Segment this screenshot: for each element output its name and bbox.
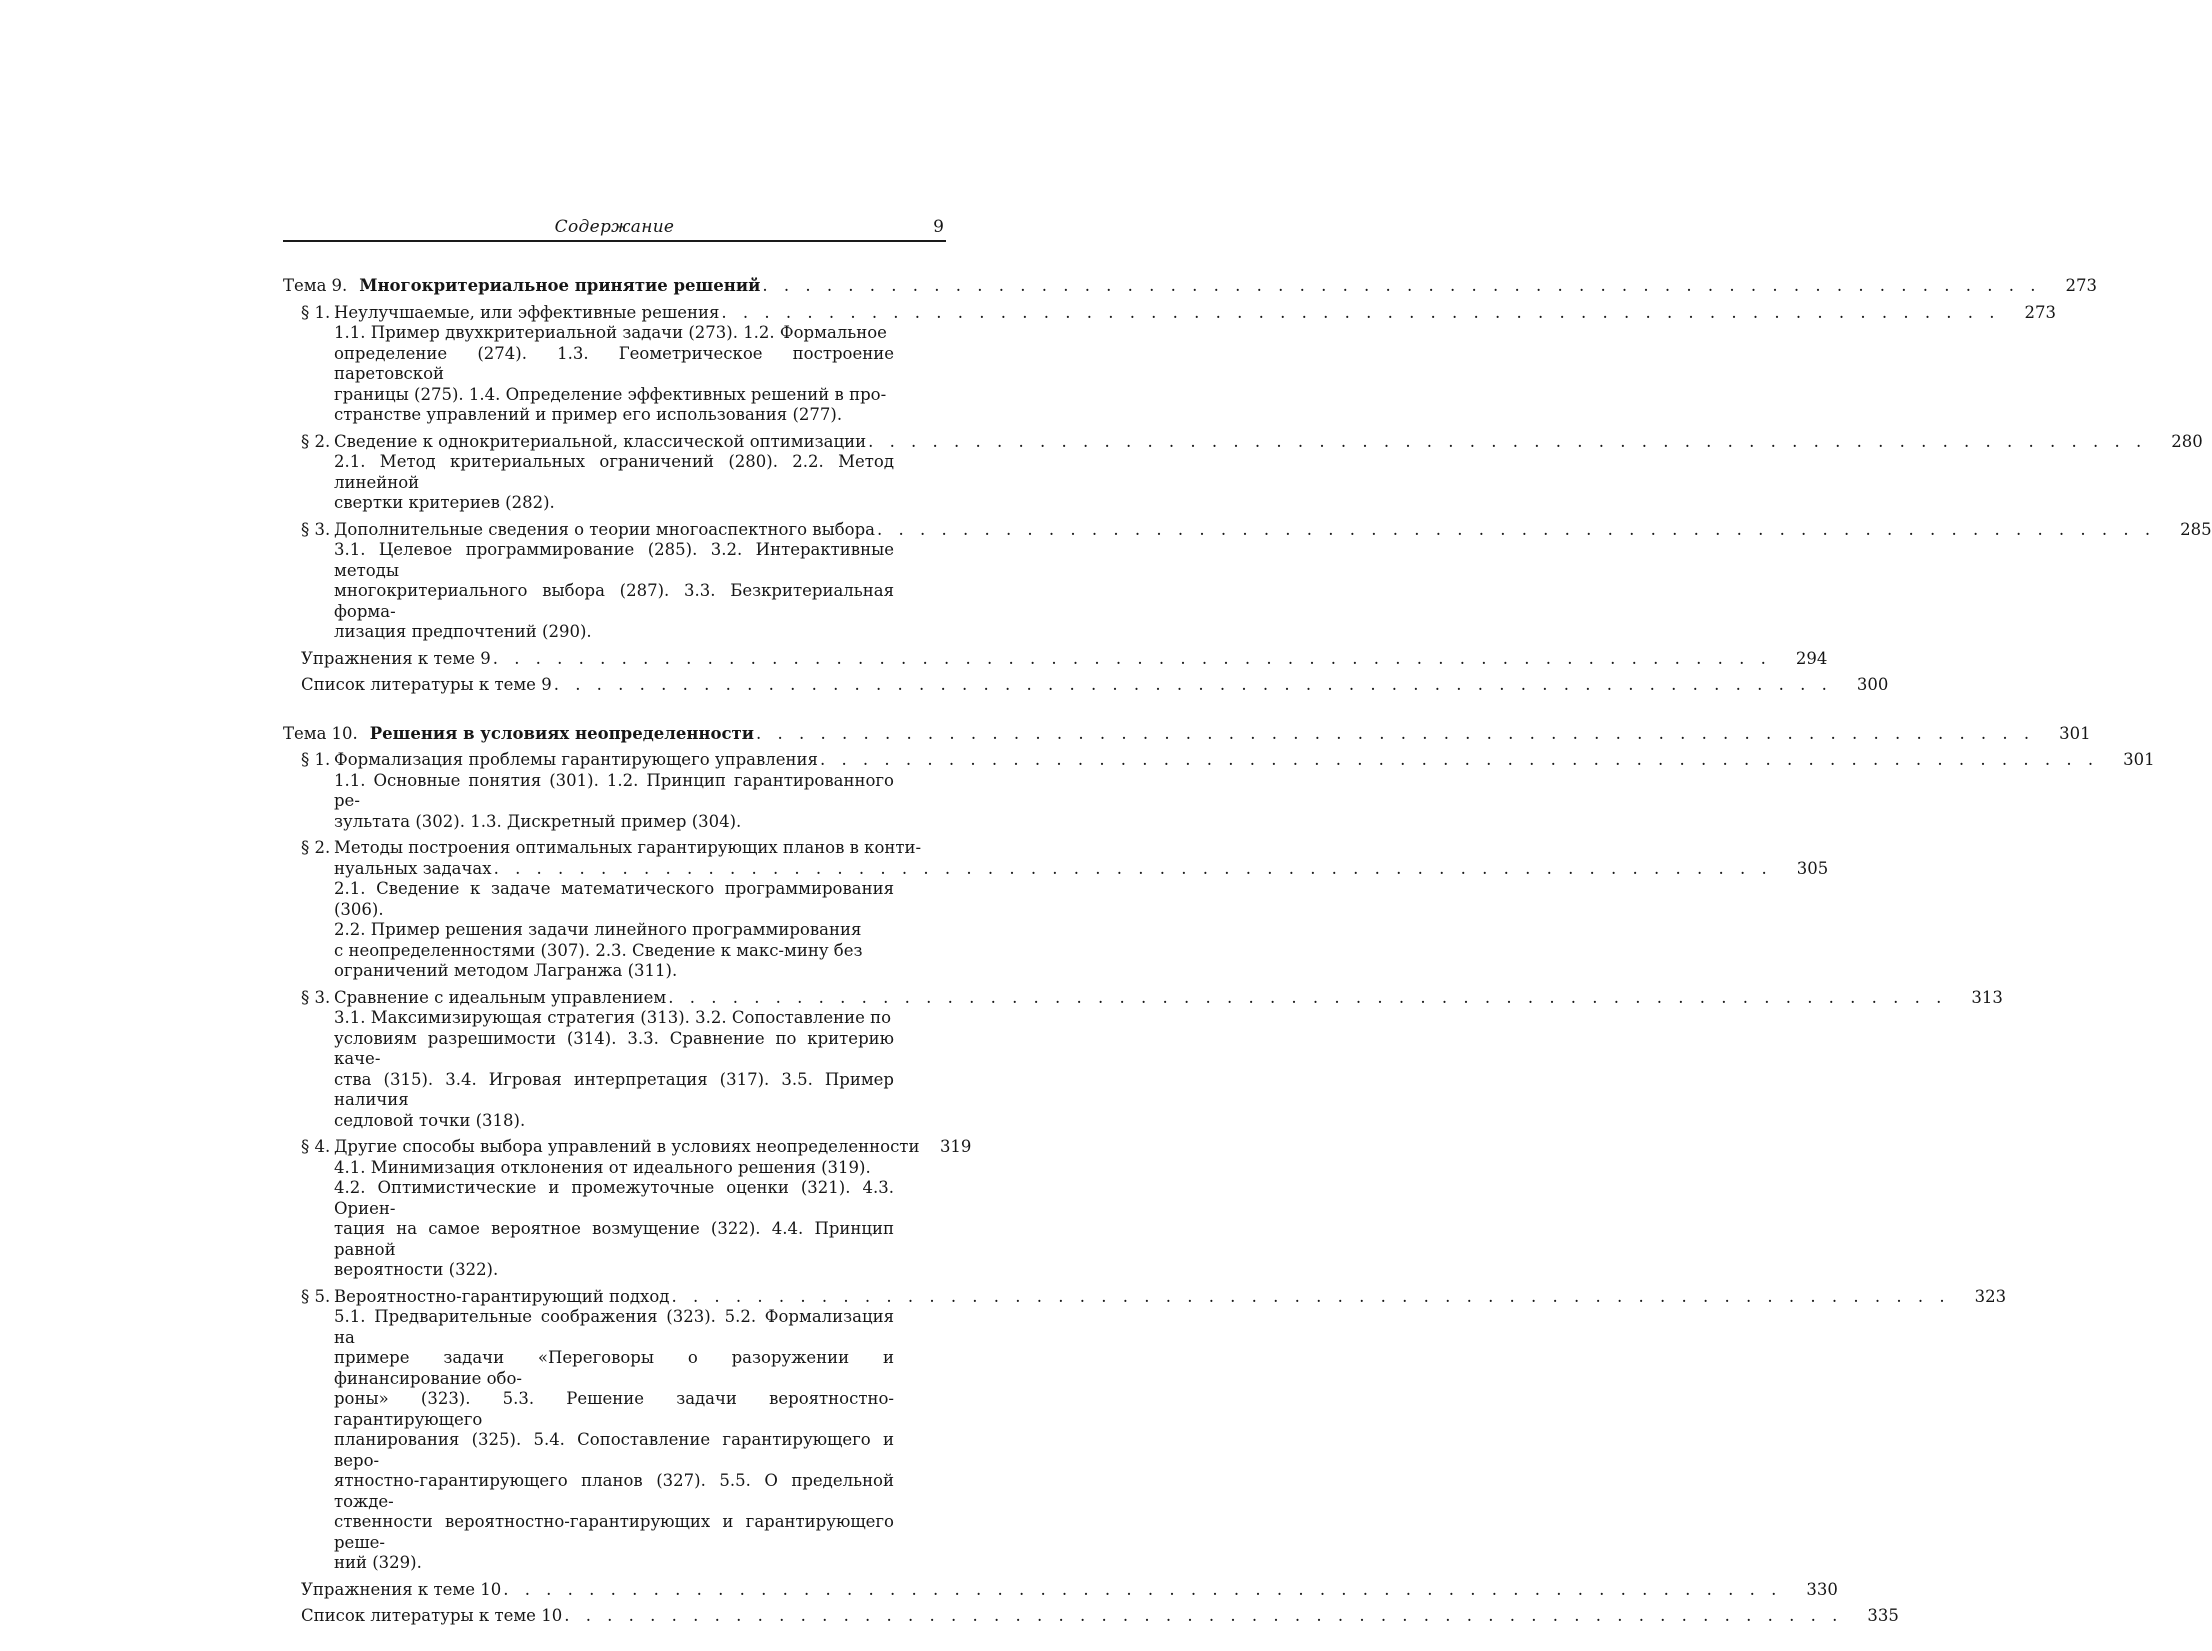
toc-literature[interactable]: Список литературы к теме 10 . . . . . . . . . . . . . . . . . . . . . . . . . . . . . . . . . . . . . . . . . . . . . . . . . . . . . . . . . . . . 335 <box>301 1606 1899 1625</box>
toc-section[interactable]: § 4. Другие способы выбора управлений в условиях неопределенности 319 4.1. Минимизация отклонения от идеального решения (319). 4.2. Оптимистические и промежуточные оценки (321). 4.3. Ориен- тация на самое вероятное возмущение (322). 4.4. Принцип равной вероятности (322). <box>301 1137 972 1279</box>
toc-section[interactable]: § 5. Вероятностно-гарантирующий подход . . . . . . . . . . . . . . . . . . . . . . . . . . . . . . . . . . . . . . . . . . . . . . . . . . . . . . . . . . . . 323 5.1. Предварительные соображения (323). 5.2. Формализация на примере задачи «Переговоры о разоружении и финансирование обо- роны» (323). 5.3. Решение задачи вероятностно-гарантирующего планирования (325). 5.4. Сопоставление гарантирующего и веро- ятностно-гарантирующего планов (327). 5.5. О предельной тожде- ственности вероятностно-гарантирующих и гарантирующего реше- ний (329). <box>301 1286 2007 1572</box>
toc-subsections: 5.1. Предварительные соображения (323). 5.2. Формализация на примере задачи «Переговоры о разоружении и финансирование обо- роны» (323). 5.3. Решение задачи вероятностно-гарантирующего планирования (325). 5.4. Сопоставление гарантирующего и веро- ятностно-гарантирующего планов (327). 5.5. О предельной тожде- ственности вероятностно-гарантирующих и гарантирующего реше- ний (329). <box>334 1307 894 1572</box>
page-number: 9 <box>933 217 944 237</box>
toc-subsections: 4.1. Минимизация отклонения от идеального решения (319). 4.2. Оптимистические и промежуточные оценки (321). 4.3. Ориен- тация на самое вероятное возмущение (322). 4.4. Принцип равной вероятности (322). <box>334 1157 894 1279</box>
toc-section[interactable]: § 3. Сравнение с идеальным управлением . . . . . . . . . . . . . . . . . . . . . . . . . . . . . . . . . . . . . . . . . . . . . . . . . . . . . . . . . . . . 313 3.1. Максимизирующая стратегия (313). 3.2. Сопоставление по условиям разрешимости (314). 3.3. Сравнение по критерию каче- ства (315). 3.4. Игровая интерпретация (317). 3.5. Пример наличия седловой точки (318). <box>301 987 2003 1130</box>
toc-section[interactable]: § 2. Сведение к однокритериальной, классической оптимизации . . . . . . . . . . . . . . . . . . . . . . . . . . . . . . . . . . . . . . . . . . . . . . . . . . . . . . . . . . . . 280 2.1. Метод критериальных ограничений (280). 2.2. Метод линейной свертки критериев (282). <box>301 431 2203 512</box>
toc-section[interactable]: § 2. Методы построения оптимальных гарантирующих планов в конти- нуальных задачах . . . . . . . . . . . . . . . . . . . . . . . . . . . . . . . . . . . . . . . . . . . . . . . . . . . . . . . . . . . . 305 2.1. Сведение к задаче математического программирования (306). 2.2. Пример решения задачи линейного программирования с неопределенностями (307). 2.3. Сведение к макс-мину без ограничений методом Лагранжа (311). <box>301 838 1829 980</box>
table-of-contents <box>283 276 2212 1627</box>
toc-page: 273 <box>2065 276 2097 295</box>
header-title: Содержание <box>554 217 675 237</box>
toc-subsections: 1.1. Пример двухкритериальной задачи (273). 1.2. Формальное определение (274). 1.3. Геометрическое построение паретовской границы (275). 1.4. Определение эффективных решений в про- странстве управлений и пример его использования (277). <box>334 323 894 424</box>
toc-section[interactable]: § 1. Неулучшаемые, или эффективные решения . . . . . . . . . . . . . . . . . . . . . . . . . . . . . . . . . . . . . . . . . . . . . . . . . . . . . . . . . . . . 273 1.1. Пример двухкритериальной задачи (273). 1.2. Формальное определение (274). 1.3. Геометрическое построение паретовской границы (275). 1.4. Определение эффективных решений в про- странстве управлений и пример его использования (277). <box>301 302 2057 424</box>
toc-exercises[interactable]: Упражнения к теме 10 . . . . . . . . . . . . . . . . . . . . . . . . . . . . . . . . . . . . . . . . . . . . . . . . . . . . . . . . . . . . 330 <box>301 1579 1838 1599</box>
running-header <box>283 212 946 242</box>
toc-subsections: 3.1. Целевое программирование (285). 3.2. Интерактивные методы многокритериального выбора (287). 3.3. Безкритериальная форма- лизация предпочтений (290). <box>334 540 894 641</box>
page <box>283 212 2212 1625</box>
toc-exercises[interactable]: Упражнения к теме 9 . . . . . . . . . . . . . . . . . . . . . . . . . . . . . . . . . . . . . . . . . . . . . . . . . . . . . . . . . . . . 294 <box>301 648 1828 668</box>
toc-subsections: 3.1. Максимизирующая стратегия (313). 3.2. Сопоставление по условиям разрешимости (314). 3.3. Сравнение по критерию каче- ства (315). 3.4. Игровая интерпретация (317). 3.5. Пример наличия седловой точки (318). <box>334 1008 894 1130</box>
toc-literature[interactable]: Список литературы к теме 9 . . . . . . . . . . . . . . . . . . . . . . . . . . . . . . . . . . . . . . . . . . . . . . . . . . . . . . . . . . . . 300 <box>301 675 1889 694</box>
topic-title: Многокритериальное принятие решений <box>359 276 761 295</box>
toc-topic-9[interactable]: Тема 9. Многокритериальное принятие решений . . . . . . . . . . . . . . . . . . . . . . . . . . . . . . . . . . . . . . . . . . . . . . . . . . . . . . . . . . . . 273 <box>283 276 2097 295</box>
toc-section[interactable]: § 3. Дополнительные сведения о теории многоаспектного выбора . . . . . . . . . . . . . . . . . . . . . . . . . . . . . . . . . . . . . . . . . . . . . . . . . . . . . . . . . . . . 285 3.1. Целевое программирование (285). 3.2. Интерактивные методы многокритериального выбора (287). 3.3. Безкритериальная форма- лизация предпочтений (290). <box>301 519 2212 641</box>
toc-page: 301 <box>2059 723 2091 743</box>
toc-subsections: 2.1. Сведение к задаче математического программирования (306). 2.2. Пример решения задачи линейного программирования с неопределенностями (307). 2.3. Сведение к макс-мину без ограничений методом Лагранжа (311). <box>334 879 894 980</box>
toc-topic-10[interactable]: Тема 10. Решения в условиях неопределенности . . . . . . . . . . . . . . . . . . . . . . . . . . . . . . . . . . . . . . . . . . . . . . . . . . . . . . . . . . . . 301 <box>283 723 2091 743</box>
toc-section[interactable]: § 1. Формализация проблемы гарантирующего управления . . . . . . . . . . . . . . . . . . . . . . . . . . . . . . . . . . . . . . . . . . . . . . . . . . . . . . . . . . . . 301 1.1. Основные понятия (301). 1.2. Принцип гарантированного ре- зультата (302). 1.3. Дискретный пример (304). <box>301 750 2155 831</box>
toc-subsections: 1.1. Основные понятия (301). 1.2. Принцип гарантированного ре- зультата (302). 1.3. Дискретный пример (304). <box>334 770 894 831</box>
toc-subsections: 2.1. Метод критериальных ограничений (280). 2.2. Метод линейной свертки критериев (282). <box>334 452 894 512</box>
topic-title: Решения в условиях неопределенности <box>369 723 755 743</box>
